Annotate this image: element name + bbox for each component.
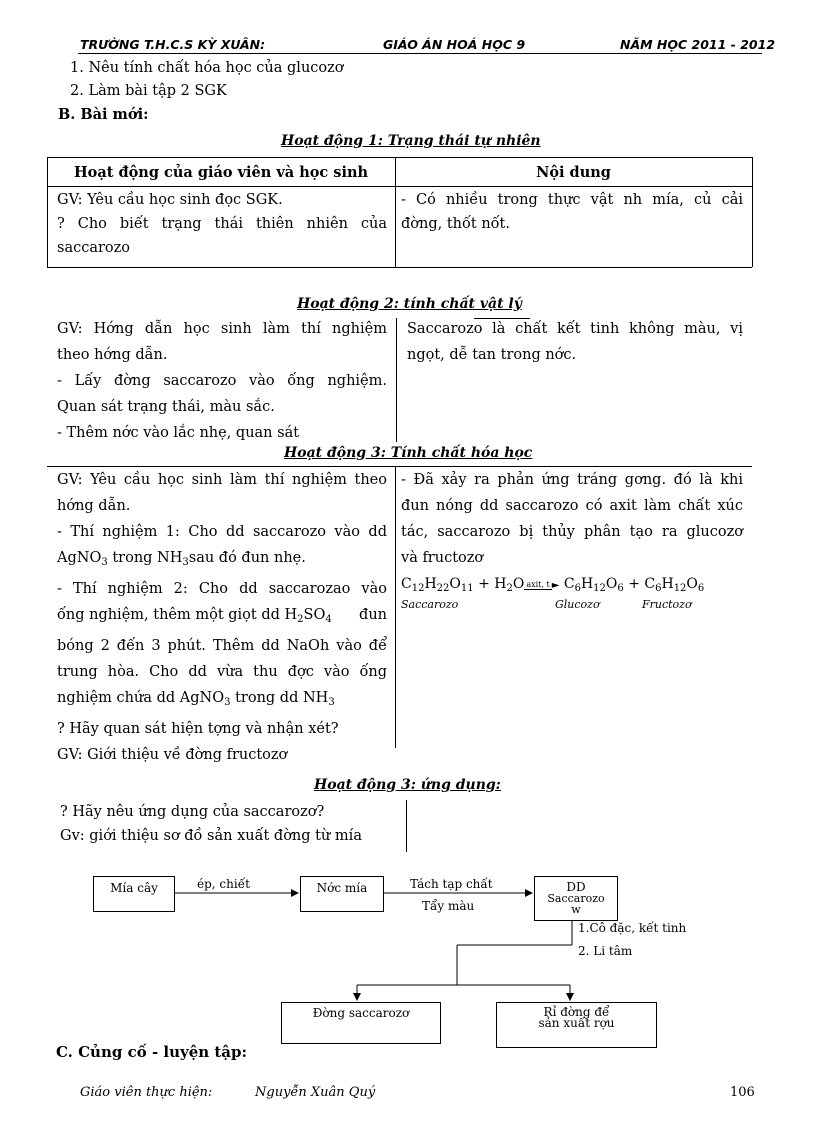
activity-1-title: Hoạt động 1: Trạng thái tự nhiên [281, 133, 541, 149]
activity-4-intro: Gv: giới thiệu sơ đồ sản xuất đờng từ mía [60, 828, 362, 844]
activity-2-title: Hoạt động 2: tính chất vật lý [297, 296, 522, 312]
section-c-heading: C. Củng cố - luyện tập: [56, 1043, 248, 1061]
activity-3-left-cell: GV: Yêu cầu học sinh làm thí nghiệm theo hớng dẫn. - Thí nghiệm 1: Cho dd saccarozo vào dd AgNO$_3$ trong $NH_3sau$ đó đun nhẹ. - Thí nghiệm 2: Cho dd saccarozao vào ống nghiệm, thêm một giọt dd $H_2SO_4$ đun bóng 2 đến 3 phút. Thêm dd NaOh vào để trung hòa. Cho dd vừa thu đợc vào ống nghiệm chứa dd AgNO$_3$ trong dd $NH_3$ ? Hãy quan sát hiện tợng và nhận xét? GV: Giới thiệu về đờng fructozơ [57, 472, 387, 763]
activity-4-title: Hoạt động 3: ứng dụng: [314, 777, 501, 793]
header-subject: GIÁO ÁN HOÁ HỌC 9 [383, 37, 526, 52]
flow-box-solution: DD Saccarozo w [534, 876, 618, 921]
flow-step-centrifuge: 2. Li tâm [578, 944, 633, 958]
review-question-2: 2. Làm bài tập 2 SGK [70, 83, 227, 99]
section-b-heading: B. Bài mới: [58, 106, 149, 123]
header-school: TRƯỜNG T.H.C.S KỲ XUÂN: [80, 37, 266, 52]
flow-label-filter: Tách tạp chất [410, 877, 493, 891]
column-header-content: Nội dung [536, 164, 611, 181]
footer-page-number: 106 [730, 1085, 755, 1100]
activity-3-right-cell: - Đã xảy ra phản ứng tráng gơng. đó là khi đun nóng dd saccarozo có axit làm chất xúc tác, saccarozo bị thủy phân tạo ra glucozơ và fructozơ $C_{12}H_{22}O_{11} + H_2O$ axit, t ► $C_6H_{12}O_6 + C_6H_{12}O_6$ [401, 467, 743, 602]
flow-label-decolor: Tẩy màu [422, 899, 475, 913]
activity-4-question: ? Hãy nêu ứng dụng của saccarozơ? [60, 804, 325, 820]
flow-box-molasses: Rỉ đờng để sản xuất rợu [496, 1002, 657, 1048]
catalyst-arrow: axit, t [526, 580, 550, 589]
flow-box-cane-juice: Nớc mía [300, 876, 384, 912]
header-year: NĂM HỌC 2011 - 2012 [620, 37, 776, 52]
flow-label-press: ép, chiết [197, 877, 250, 891]
column-header-activity: Hoạt động của giáo viên và học sinh [73, 164, 369, 181]
flow-box-sugar: Đờng saccarozơ [281, 1002, 441, 1044]
activity-2-right-cell: Saccarozo là chất kết tinh không màu, vị ngọt, dễ tan trong nớc. [407, 321, 743, 363]
hydrolysis-equation: $C_{12}H_{22}O_{11} + H_2O$ axit, t ► $C_6H_{12}O_6 + C_6H_{12}O_6$ [401, 576, 705, 594]
flow-step-crystallize: 1.Cô đặc, kết tinh [578, 921, 687, 935]
activity-3-title: Hoạt động 3: Tính chất hóa học [284, 445, 533, 461]
footer-teacher-name: Nguyễn Xuân Quý [255, 1085, 376, 1100]
compound-name-glucozo: Glucozơ [555, 598, 600, 611]
compound-name-saccarozo: Saccarozo [401, 598, 459, 611]
activity-1-left-cell: GV: Yêu cầu học sinh đọc SGK. ? Cho biết trạng thái thiên nhiên của saccarozo [57, 192, 387, 256]
compound-name-fructozo: Fructozơ [642, 598, 692, 611]
flow-box-sugarcane: Mía cây [93, 876, 175, 912]
footer-teacher-label: Giáo viên thực hiện: [80, 1085, 213, 1100]
activity-2-left-cell: GV: Hớng dẫn học sinh làm thí nghiệm theo hớng dẫn. - Lấy đờng saccarozo vào ống nghiệm. Quan sát trạng thái, màu sắc. - Thêm nớc vào lắc nhẹ, quan sát [57, 321, 387, 441]
review-question-1: 1. Nêu tính chất hóa học của glucozơ [70, 60, 344, 76]
activity-1-right-cell: - Có nhiều trong thực vật nh mía, củ cải đờng, thốt nốt. [401, 192, 743, 232]
